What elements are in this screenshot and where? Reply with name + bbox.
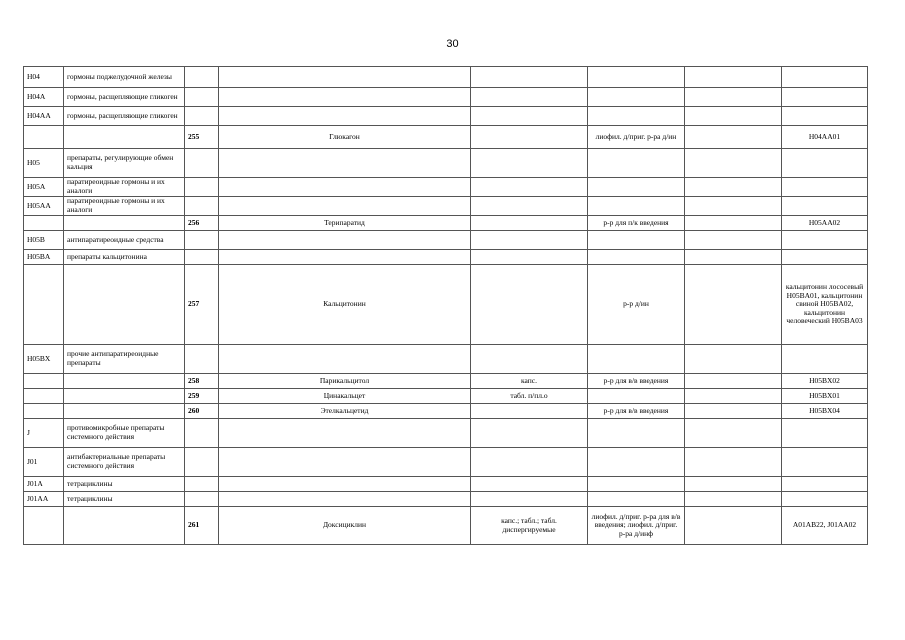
cell-name [219,250,471,265]
cell-group: паратиреоидные гормоны и их аналоги [64,197,185,216]
cell-code [24,507,64,545]
cell-atc: H05AA02 [782,216,868,231]
cell-form [588,345,685,374]
cell-form [588,419,685,448]
cell-atc [782,492,868,507]
cell-form [588,492,685,507]
cell-code: H05AA [24,197,64,216]
cell-atc [782,231,868,250]
cell-form2 [471,448,588,477]
cell-name: Терипаратид [219,216,471,231]
table-row [24,178,868,197]
cell-name: Глюкагон [219,126,471,149]
cell-name [219,477,471,492]
cell-num [185,67,219,88]
cell-name [219,107,471,126]
cell-form: лиофил. д/приг. р-ра для в/в введения; лиофил. д/приг. р-ра д/инф [588,507,685,545]
cell-form [588,477,685,492]
cell-form [588,67,685,88]
table-row [24,507,868,545]
cell-code: J01 [24,448,64,477]
cell-atc [782,477,868,492]
cell-group: гормоны, расщепляющие гликоген [64,88,185,107]
cell-name: Кальцитонин [219,265,471,345]
cell-num [185,149,219,178]
cell-group: антибактериальные препараты системного действия [64,448,185,477]
cell-code: H04 [24,67,64,88]
table-row [24,126,868,149]
cell-blank [685,250,782,265]
cell-num: 259 [185,389,219,404]
cell-atc [782,67,868,88]
cell-blank [685,67,782,88]
table-row [24,404,868,419]
cell-num [185,197,219,216]
cell-form2 [471,126,588,149]
cell-form2 [471,250,588,265]
cell-blank [685,404,782,419]
cell-blank [685,107,782,126]
table-row [24,448,868,477]
cell-blank [685,216,782,231]
cell-form [588,389,685,404]
cell-num: 257 [185,265,219,345]
cell-code [24,265,64,345]
table-row [24,67,868,88]
cell-group [64,126,185,149]
cell-code: H04A [24,88,64,107]
cell-form [588,197,685,216]
cell-num [185,448,219,477]
cell-form2 [471,265,588,345]
drug-table [23,66,868,545]
cell-num: 261 [185,507,219,545]
cell-blank [685,178,782,197]
cell-group: антипаратиреоидные средства [64,231,185,250]
cell-num [185,419,219,448]
cell-code: H05B [24,231,64,250]
cell-blank [685,389,782,404]
table-row [24,419,868,448]
cell-code [24,374,64,389]
table-row [24,345,868,374]
cell-blank [685,374,782,389]
cell-atc [782,419,868,448]
cell-group [64,404,185,419]
cell-form: лиофил. д/приг. р-ра д/ин [588,126,685,149]
cell-code [24,126,64,149]
cell-blank [685,197,782,216]
cell-form2 [471,149,588,178]
cell-group: паратиреоидные гормоны и их аналоги [64,178,185,197]
cell-group: препараты, регулирующие обмен кальция [64,149,185,178]
cell-group [64,507,185,545]
cell-group: гормоны поджелудочной железы [64,67,185,88]
cell-form2 [471,419,588,448]
cell-name [219,492,471,507]
table-row [24,265,868,345]
cell-num: 256 [185,216,219,231]
cell-name [219,448,471,477]
cell-form2 [471,231,588,250]
cell-form2 [471,345,588,374]
cell-num [185,250,219,265]
cell-name [219,231,471,250]
table-row [24,477,868,492]
cell-blank [685,231,782,250]
cell-group: прочие антипаратиреоидные препараты [64,345,185,374]
cell-form [588,250,685,265]
cell-atc [782,178,868,197]
table-row [24,149,868,178]
cell-form: р-р для в/в введения [588,404,685,419]
cell-code [24,216,64,231]
cell-num: 260 [185,404,219,419]
table-row [24,374,868,389]
cell-form2 [471,178,588,197]
cell-group [64,265,185,345]
cell-form [588,231,685,250]
table-row [24,389,868,404]
cell-form [588,448,685,477]
table-row [24,88,868,107]
cell-name [219,178,471,197]
cell-code: H05 [24,149,64,178]
cell-group [64,374,185,389]
cell-form: р-р д/ин [588,265,685,345]
cell-blank [685,345,782,374]
cell-form [588,149,685,178]
cell-blank [685,507,782,545]
cell-name: Этелкальцетид [219,404,471,419]
cell-atc [782,107,868,126]
cell-form2 [471,67,588,88]
cell-form2 [471,477,588,492]
cell-name [219,88,471,107]
cell-form2 [471,216,588,231]
cell-atc [782,448,868,477]
cell-code: H05A [24,178,64,197]
cell-blank [685,88,782,107]
table-row [24,197,868,216]
cell-atc [782,88,868,107]
cell-blank [685,448,782,477]
table-row [24,250,868,265]
cell-atc: H05BX02 [782,374,868,389]
cell-group: тетрациклины [64,492,185,507]
cell-form [588,88,685,107]
cell-group [64,216,185,231]
table-row [24,107,868,126]
table-row [24,216,868,231]
cell-name [219,419,471,448]
cell-name [219,197,471,216]
cell-form2 [471,197,588,216]
cell-form2 [471,107,588,126]
cell-form2: капс.; табл.; табл. диспергируемые [471,507,588,545]
cell-num [185,88,219,107]
cell-code: H04AA [24,107,64,126]
cell-code [24,389,64,404]
cell-code [24,404,64,419]
cell-atc: H04AA01 [782,126,868,149]
cell-group: гормоны, расщепляющие гликоген [64,107,185,126]
cell-atc: H05BX01 [782,389,868,404]
cell-form2 [471,492,588,507]
cell-form2 [471,88,588,107]
cell-num [185,107,219,126]
cell-blank [685,149,782,178]
cell-name: Парикальцитол [219,374,471,389]
cell-form: р-р для в/в введения [588,374,685,389]
cell-form [588,178,685,197]
cell-form2 [471,404,588,419]
cell-blank [685,265,782,345]
cell-atc [782,345,868,374]
cell-name [219,67,471,88]
cell-blank [685,126,782,149]
cell-group: противомикробные препараты системного действия [64,419,185,448]
cell-num [185,231,219,250]
table-row [24,231,868,250]
cell-num: 258 [185,374,219,389]
cell-blank [685,492,782,507]
cell-form2: капс. [471,374,588,389]
cell-group [64,389,185,404]
cell-name: Доксициклин [219,507,471,545]
cell-group: тетрациклины [64,477,185,492]
cell-blank [685,419,782,448]
cell-atc [782,197,868,216]
cell-blank [685,477,782,492]
cell-form: р-р для п/к введения [588,216,685,231]
cell-code: H05BX [24,345,64,374]
cell-atc: H05BX04 [782,404,868,419]
cell-atc: A01AB22, J01AA02 [782,507,868,545]
cell-atc [782,250,868,265]
cell-num [185,345,219,374]
cell-atc: кальцитонин лососевый H05BA01, кальцитонин свиной H05BA02, кальцитонин человеческий H05BA03 [782,265,868,345]
cell-num [185,477,219,492]
cell-atc [782,149,868,178]
cell-num [185,178,219,197]
cell-form [588,107,685,126]
cell-form2: табл. п/пл.о [471,389,588,404]
cell-name: Цинакальцет [219,389,471,404]
cell-num: 255 [185,126,219,149]
cell-name [219,149,471,178]
cell-num [185,492,219,507]
cell-code: H05BA [24,250,64,265]
table-row [24,492,868,507]
page-number: 30 [446,38,459,50]
cell-code: J01A [24,477,64,492]
cell-name [219,345,471,374]
cell-code: J [24,419,64,448]
cell-code: J01AA [24,492,64,507]
cell-group: препараты кальцитонина [64,250,185,265]
